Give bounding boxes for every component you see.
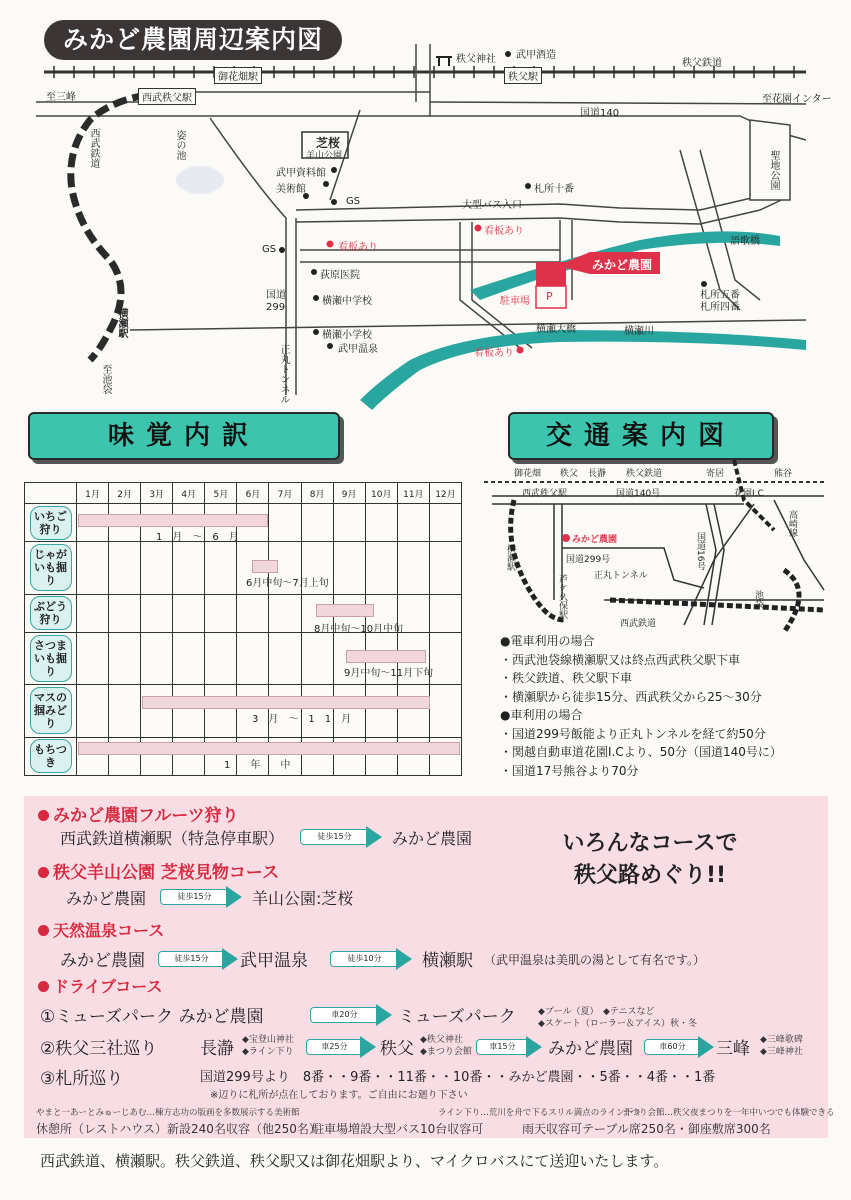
info-line: ●電車利用の場合	[500, 634, 595, 648]
footnote-rain: 雨天収容可テーブル席250名・御座敷席300名	[522, 1122, 771, 1136]
label-buko-shiryokan: 武甲資料館	[276, 168, 326, 179]
month-header: 12月	[429, 483, 461, 504]
season-bar	[142, 696, 430, 709]
label-shomaru-tunnel: 正丸トンネル	[278, 344, 289, 404]
label-hitsujiyama: 羊山公園	[306, 151, 343, 161]
label-yokoze-chu: 横瀬中学校	[322, 296, 372, 307]
label-kokudo140: 国道140	[580, 108, 620, 119]
info-line: ・横瀬駅から徒歩15分、西武秩父から25〜30分	[500, 689, 762, 704]
catch-line-2: 秩父路めぐり!!	[573, 863, 727, 888]
traffic-label: 寄居	[706, 469, 725, 479]
torii-icon	[436, 57, 452, 66]
label-yokoze-eki: 横瀬駅	[116, 308, 127, 338]
crop-label: いちご狩り	[30, 506, 72, 540]
season-caption: 9月中旬〜11月下旬	[344, 668, 434, 679]
month-header: 5月	[205, 483, 237, 504]
month-header: 3月	[141, 483, 173, 504]
drive-2-a-note2: ◆ライン下り	[242, 1047, 294, 1057]
shuttle-note: 西武鉄道、横瀬駅。秩父鉄道、秩父駅又は御花畑駅より、マイクロバスにて送迎いたします。	[40, 1152, 669, 1170]
info-line: ・秩父鉄道、秩父駅下車	[500, 671, 633, 685]
drive-2-label: ②秩父三社巡り	[40, 1039, 158, 1059]
crop-label: マスの掴みどり	[30, 687, 72, 734]
traffic-label: 高崎線	[787, 510, 797, 537]
traffic-label: 熊谷	[774, 469, 793, 479]
month-header: 7月	[269, 483, 301, 504]
label-yokoze-sho: 横瀬小学校	[322, 330, 372, 341]
season-caption: 8月中旬〜10月中旬	[314, 624, 404, 635]
traffic-label: 秩父鉄道	[626, 469, 663, 479]
catch-line-1: いろんなコースで	[562, 831, 738, 856]
label-to-ikebukuro: 至池袋	[100, 364, 111, 394]
month-header: 11月	[397, 483, 429, 504]
label-yokoze-ohashi: 横瀬大橋	[536, 324, 576, 335]
drive-1-note1: ◆プール（夏） ◆テニスなど	[538, 1007, 655, 1017]
label-buko-shuzo: 武甲酒造	[516, 50, 556, 61]
drive-2-d: 三峰	[716, 1039, 750, 1059]
traffic-label: 西武鉄道	[620, 619, 657, 629]
label-gs2: GS	[262, 244, 277, 255]
label-bus-iriguchi: 大型バス入口	[462, 200, 522, 211]
label-kanban1: 看板あり	[338, 242, 378, 253]
month-header: 9月	[333, 483, 365, 504]
drive-2-b-note1: ◆秩父神社	[420, 1035, 463, 1045]
footnote-parking: 駐車場増設大型バス10台収容可	[312, 1122, 484, 1136]
course-1-to: みかど農園	[392, 829, 473, 848]
label-kanban2: 看板あり	[484, 226, 524, 237]
traffic-label: 花園I.C	[734, 489, 764, 499]
month-header: 2月	[109, 483, 141, 504]
label-seibu-chichibu-eki: 西武秩父駅	[138, 88, 196, 105]
drive-2-b: 秩父	[380, 1039, 414, 1059]
label-ohanabatake-eki: 御花畑駅	[214, 67, 262, 84]
label-gs1: GS	[346, 196, 361, 207]
river-lower	[360, 330, 806, 410]
drive-3-note: ※辺りに札所が点在しております。ご自由にお廻り下さい	[210, 1090, 468, 1101]
label-fudasho4: 札所四番	[700, 302, 740, 313]
page-title: みかど農園周辺案内図	[44, 20, 342, 60]
label-seibu-tetsudo: 西武鉄道	[88, 128, 99, 168]
label-shibazakura: 芝桜	[316, 136, 341, 150]
traffic-info	[500, 632, 840, 780]
season-bar	[78, 514, 268, 527]
course-3-mid: 武甲温泉	[240, 951, 308, 971]
course-2-to: 羊山公園:芝桜	[252, 889, 354, 908]
month-header: 8月	[301, 483, 333, 504]
label-seichi-koen: 聖地公園	[768, 150, 779, 190]
taste-banner: 味覚内訳	[28, 412, 340, 460]
season-caption: 1 年 中	[224, 760, 291, 771]
traffic-label: 長瀞	[588, 469, 607, 479]
area-map	[0, 0, 851, 420]
course-3-title: 天然温泉コース	[38, 918, 164, 941]
label-gochi-bashi: 語歌橋	[730, 236, 760, 247]
traffic-label: 秩父	[560, 469, 579, 479]
drive-2-a: 長瀞	[200, 1039, 234, 1059]
crop-label: じゃがいも掘り	[30, 544, 72, 591]
drive-1-label: ①ミューズパーク みかど農園	[40, 1007, 264, 1027]
walk-arrow: 徒歩10分	[330, 948, 412, 970]
footnote-matsuri: まつり会館…秩父夜まつりを一年中いつでも体験できる	[622, 1108, 835, 1118]
course-3-from: みかど農園	[60, 951, 145, 971]
crop-label: もちつき	[30, 739, 72, 773]
traffic-label: 御花畑	[514, 469, 542, 479]
season-bar	[252, 560, 278, 573]
month-header: 10月	[365, 483, 397, 504]
drive-2-a-note1: ◆宝登山神社	[242, 1035, 294, 1045]
drive-2-b-note2: ◆まつり会館	[420, 1047, 472, 1057]
label-kokudo299: 国道299	[266, 290, 286, 313]
course-3-note: （武甲温泉は美肌の湯として有名です。）	[484, 953, 706, 967]
course-4-title: ドライブコース	[38, 974, 162, 997]
season-bar	[78, 742, 460, 755]
traffic-label: 国道140号	[616, 489, 661, 499]
car-arrow: 車20分	[310, 1004, 392, 1026]
drive-2-d-note1: ◆三峰歌碑	[760, 1035, 803, 1045]
traffic-label: 横瀬駅	[505, 544, 515, 571]
info-line: ・関越自動車道花園I.Cより、50分（国道140号に）	[500, 745, 782, 759]
label-fudasho5: 札所五番	[700, 290, 740, 301]
info-line: ・国道17号熊谷より70分	[500, 763, 639, 778]
traffic-label: みかど農園	[572, 535, 618, 545]
drive-1-note2: ◆スケート（ローラー＆アイス）秋・冬	[538, 1019, 698, 1029]
label-mikado: みかど農園	[592, 258, 653, 272]
season-caption: 3 月 〜 1 1 月	[252, 714, 352, 725]
drive-1-to: ミューズパーク	[398, 1007, 516, 1027]
traffic-label: 正丸トンネル	[594, 571, 648, 581]
walk-arrow: 徒歩15分	[158, 948, 238, 970]
info-line: ・国道299号飯能より正丸トンネルを経て約50分	[500, 726, 766, 741]
label-to-kaen-ic: 至花園インター	[762, 94, 832, 105]
label-fudasho11: 札所十番	[534, 184, 574, 195]
label-to-mitsumine: 至三峰	[46, 92, 76, 103]
traffic-label: 池袋	[753, 590, 763, 608]
season-caption: 6月中旬〜7月上旬	[246, 578, 329, 589]
label-chuusha: 駐車場	[500, 296, 530, 307]
label-bijutsukan: 美術館	[276, 184, 306, 195]
footnote-line: ライン下り…荒川を舟で下るスリル満点のライン下り	[438, 1108, 642, 1118]
course-2-title: 秩父羊山公園 芝桜見物コース	[38, 858, 279, 883]
season-bar	[346, 650, 426, 663]
season-caption: 1 月 〜 6 月	[156, 532, 239, 543]
footnote-rest: 休憩所（レストハウス）新設240名収容（他250名）	[36, 1122, 321, 1136]
table-corner	[25, 483, 77, 504]
label-kanban3: 看板あり	[474, 348, 514, 359]
car-arrow: 車25分	[306, 1036, 376, 1058]
walk-arrow: 徒歩15分	[300, 826, 382, 848]
drive-2-d-note2: ◆三峰神社	[760, 1047, 803, 1057]
drive-3-label: ③札所巡り	[40, 1069, 124, 1089]
traffic-banner: 交通案内図	[508, 412, 774, 460]
pond	[176, 166, 224, 194]
info-line: ・西武池袋線横瀬駅又は終点西武秩父駅下車	[500, 652, 741, 667]
label-parking: P	[546, 290, 553, 303]
month-header: 1月	[77, 483, 109, 504]
label-ogiwara: 荻原医院	[320, 270, 360, 281]
traffic-label: 西武秩父駅	[522, 489, 568, 499]
crop-label: ぶどう狩り	[30, 596, 72, 630]
course-2-from: みかど農園	[66, 889, 147, 908]
car-arrow: 車15分	[476, 1036, 542, 1058]
label-sugata-no-ike: 姿の池	[174, 130, 185, 160]
label-chichibu-jinja: 秩父神社	[456, 54, 496, 65]
drive-2-c: みかど農園	[548, 1039, 633, 1059]
course-1-title: みかど農園フルーツ狩り	[38, 801, 239, 826]
table-header-row	[25, 483, 462, 504]
month-header: 6月	[237, 483, 269, 504]
footnote-museum: やまと一あーとみゅーじあむ…棟方志功の版画を多数展示する美術館	[36, 1108, 300, 1118]
traffic-label: 国道16号	[695, 532, 705, 571]
traffic-label: 芦ケ久保駅	[557, 574, 567, 619]
label-chichibu-tetsudo: 秩父鉄道	[682, 58, 722, 69]
info-line: ●車利用の場合	[500, 708, 583, 722]
table-row	[25, 685, 462, 737]
traffic-label: 国道299号	[566, 555, 611, 565]
season-bar	[316, 604, 374, 617]
month-header: 4月	[173, 483, 205, 504]
farm-marker	[536, 262, 566, 286]
table-row	[25, 542, 462, 594]
label-buko-onsen: 武甲温泉	[338, 344, 378, 355]
crop-label: さつまいも掘り	[30, 635, 72, 682]
car-arrow: 車60分	[644, 1036, 714, 1058]
course-1-from: 西武鉄道横瀬駅（特急停車駅）	[60, 829, 285, 848]
course-3-to: 横瀬駅	[422, 951, 473, 971]
label-yokoze-gawa: 横瀬川	[624, 326, 654, 337]
label-chichibu-eki: 秩父駅	[504, 67, 542, 84]
walk-arrow: 徒歩15分	[160, 886, 242, 908]
drive-3-route: 国道299号より 8番・・9番・・11番・・10番・・みかど農園・・5番・・4番・・1番	[200, 1070, 716, 1085]
